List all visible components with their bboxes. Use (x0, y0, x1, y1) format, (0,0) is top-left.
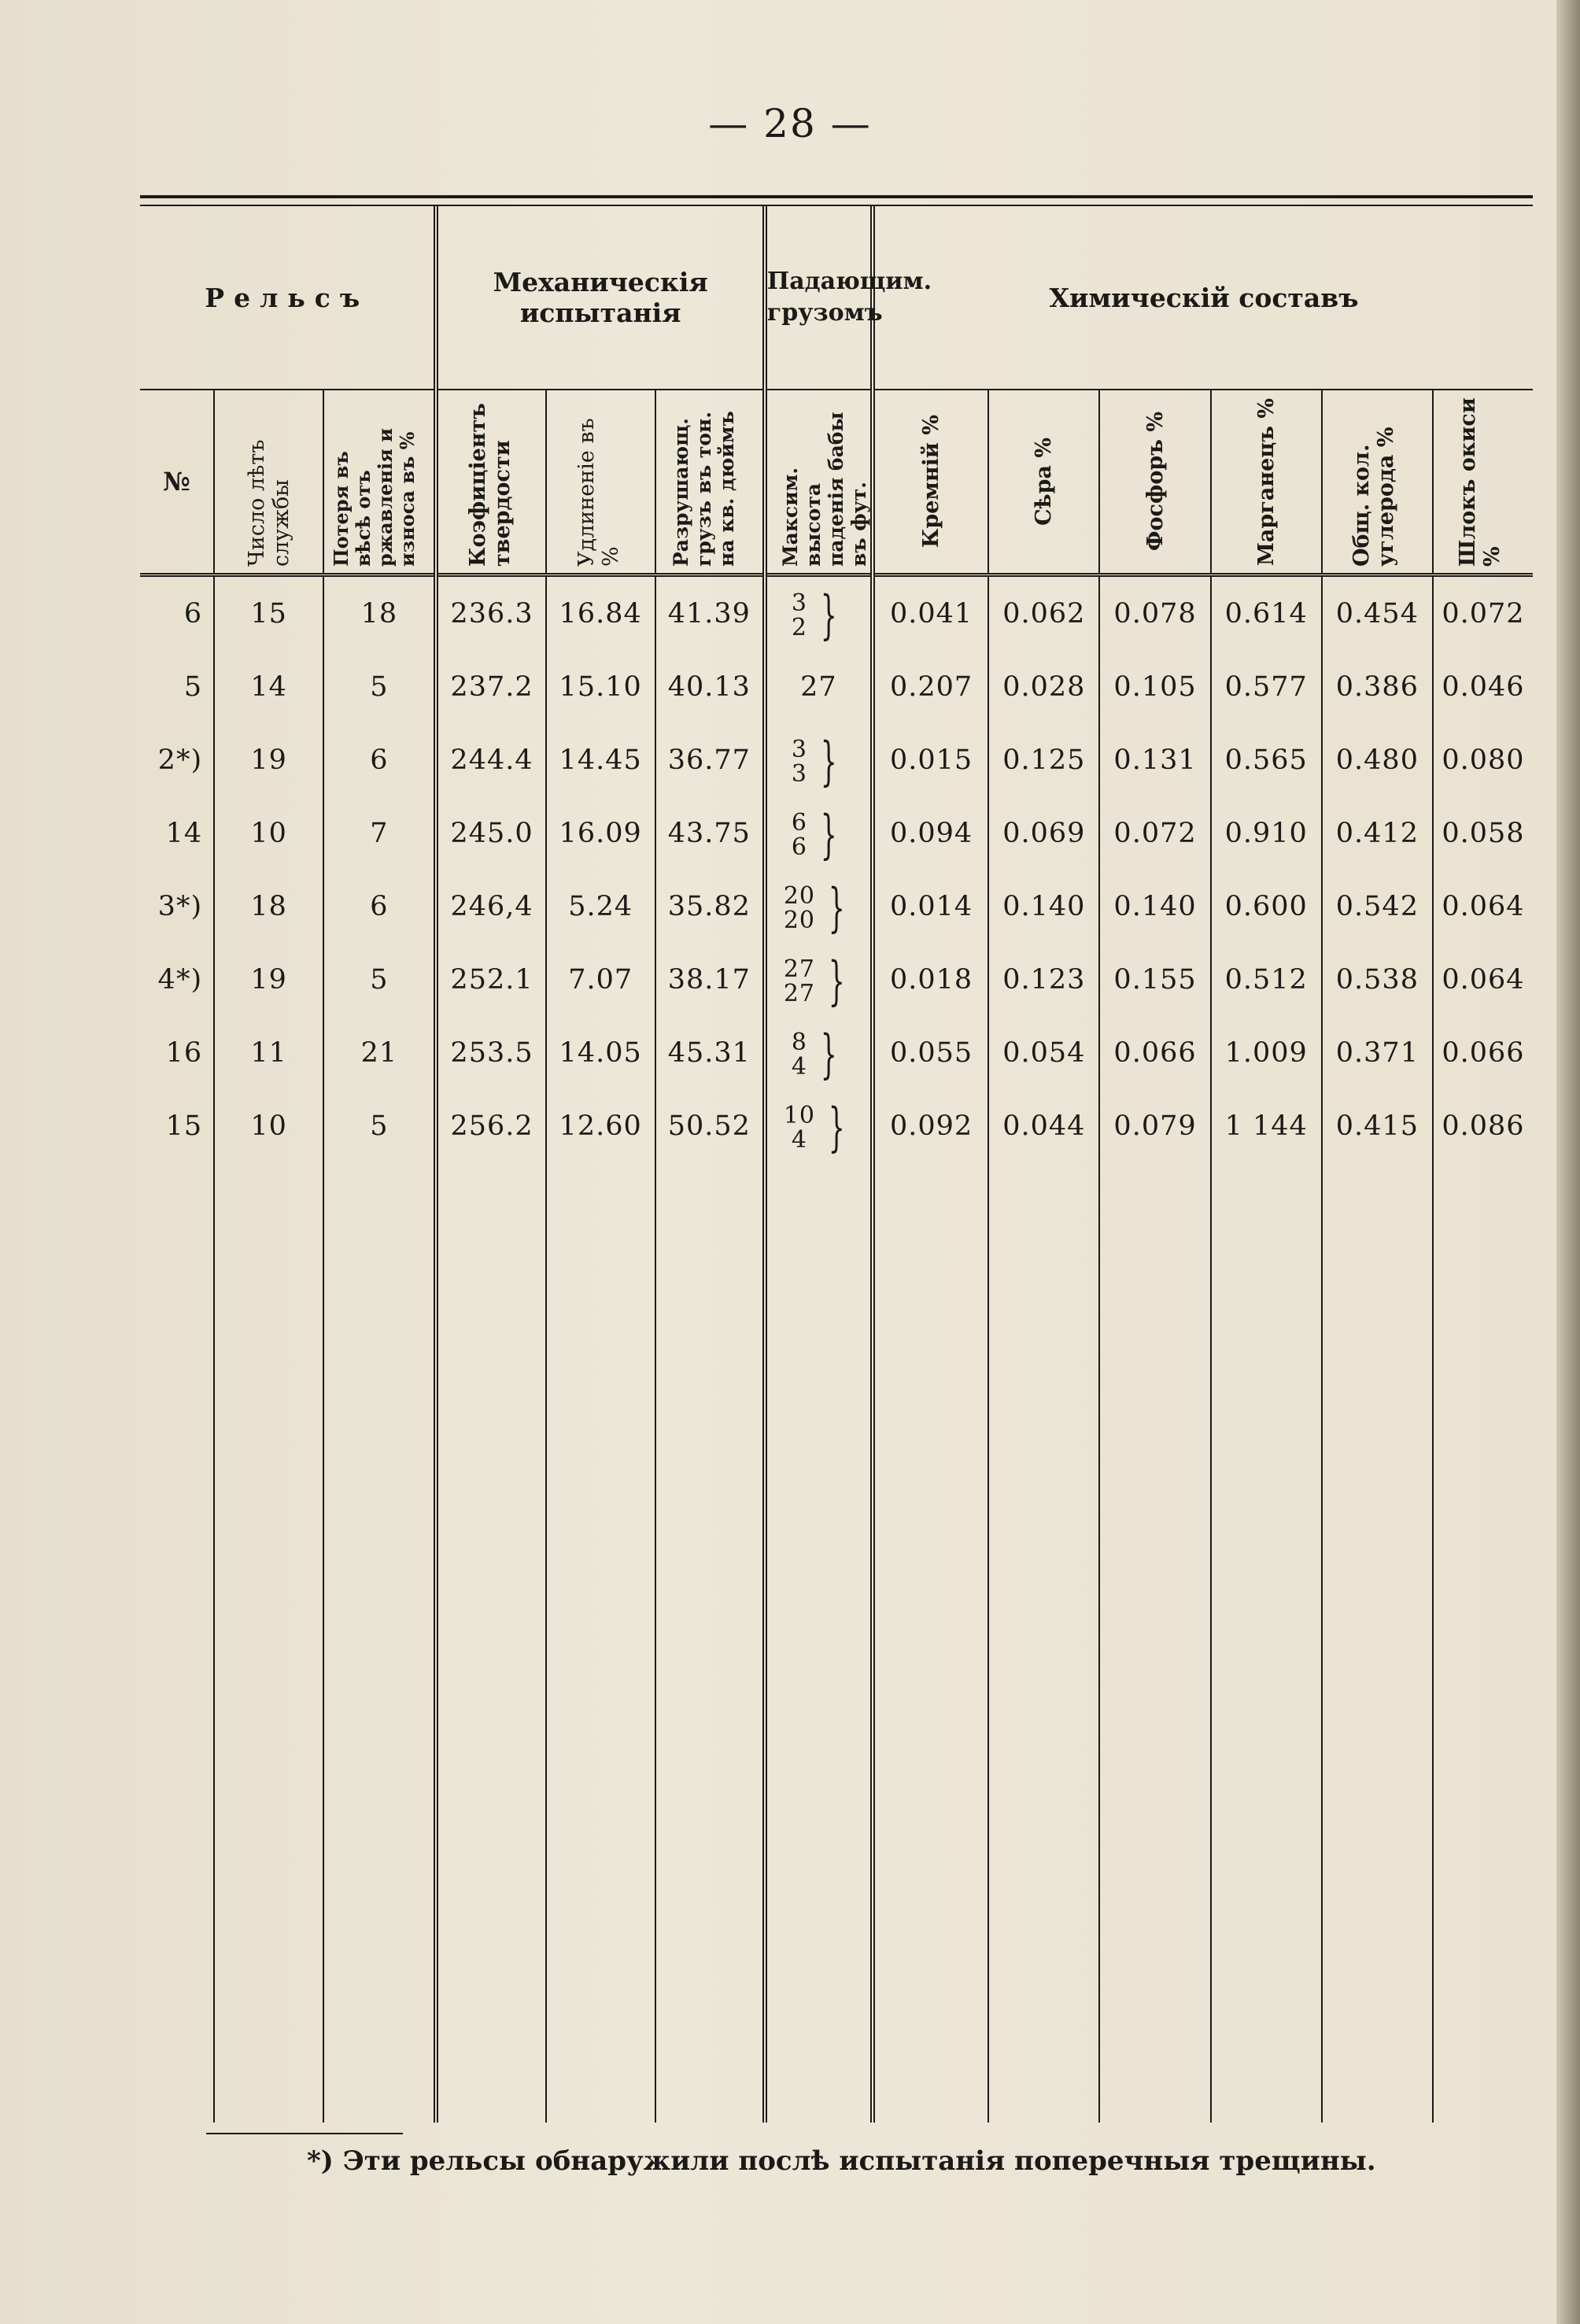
cell-no: 5 (183, 671, 203, 703)
cell-elong: 12.60 (546, 1089, 655, 1162)
cell-years: 19 (214, 723, 323, 796)
cell-drop (765, 943, 873, 1016)
brace-icon: } (820, 1023, 838, 1084)
cell-p: 0.140 (1099, 870, 1210, 943)
cell-slag: 0.058 (1433, 796, 1533, 870)
col-header-sulfur-label: Сѣра % (1032, 438, 1057, 526)
cell-s: 0.125 (988, 723, 1099, 796)
drop-height-values (792, 591, 807, 640)
cell-si: 0.055 (873, 1016, 988, 1089)
cell-slag: 0.064 (1433, 870, 1533, 943)
cell-p: 0.066 (1099, 1016, 1210, 1089)
cell-s: 0.062 (988, 575, 1099, 651)
cell-mn: 0.577 (1211, 650, 1322, 723)
col-header-max-drop (765, 390, 873, 575)
cell-no: 4*) (157, 963, 203, 996)
drop-height-values (791, 808, 807, 861)
table-row (140, 575, 1533, 651)
brace-icon: } (828, 950, 846, 1011)
cell-elong: 16.84 (546, 575, 655, 651)
cell-p: 0.131 (1099, 723, 1210, 796)
cell-loss: 6 (323, 723, 436, 796)
drop-height-top: 20 (783, 881, 815, 910)
cell-slag: 0.064 (1433, 943, 1533, 1016)
col-header-sulfur (988, 390, 1099, 575)
cell-years: 10 (214, 796, 323, 870)
cell-slag: 0.046 (1433, 650, 1533, 723)
cell-no: 15 (165, 1110, 203, 1142)
footnote-text: *) Эти рельсы обнаружили послѣ испытанія поперечныя трещины. (307, 2145, 1376, 2177)
cell-slag: 0.072 (1433, 575, 1533, 651)
cell-elong: 14.45 (546, 723, 655, 796)
cell-load: 38.17 (655, 943, 765, 1016)
cell-c: 0.386 (1322, 650, 1433, 723)
cell-load: 41.39 (655, 575, 765, 651)
cell-load: 35.82 (655, 870, 765, 943)
cell-mn: 0.614 (1211, 575, 1322, 651)
col-header-manganese-label: Марганецъ % (1253, 397, 1279, 566)
cell-hardness: 245.0 (436, 796, 545, 870)
cell-drop (765, 575, 873, 651)
cell-si: 0.092 (873, 1089, 988, 1162)
cell-si: 0.018 (873, 943, 988, 1016)
cell-hardness: 256.2 (436, 1089, 545, 1162)
cell-p: 0.155 (1099, 943, 1210, 1016)
drop-height-values (784, 1103, 815, 1152)
cell-loss: 6 (323, 870, 436, 943)
drop-height-top: 27 (783, 955, 815, 983)
cell-s: 0.044 (988, 1089, 1099, 1162)
drop-height-bottom: 4 (791, 1125, 807, 1154)
cell-hardness: 246,4 (436, 870, 545, 943)
table-row (140, 870, 1533, 943)
footnote-rule (206, 2133, 403, 2134)
col-header-hardness (436, 390, 545, 575)
cell-mn: 0.910 (1211, 796, 1322, 870)
cell-c: 0.371 (1322, 1016, 1433, 1089)
cell-no: 3*) (157, 890, 203, 922)
drop-height-pair (783, 1096, 854, 1158)
drop-height-bottom: 4 (791, 1052, 807, 1081)
cell-si: 0.041 (873, 575, 988, 651)
cell-si: 0.094 (873, 796, 988, 870)
group-header-falling-weight: Падающим. грузомъ (765, 206, 873, 390)
col-header-breaking-load (655, 390, 765, 575)
cell-slag: 0.086 (1433, 1089, 1533, 1162)
col-header-loss (323, 390, 436, 575)
cell-p: 0.078 (1099, 575, 1210, 651)
cell-s: 0.123 (988, 943, 1099, 1016)
col-header-slag (1433, 390, 1533, 575)
cell-load: 36.77 (655, 723, 765, 796)
cell-elong: 16.09 (546, 796, 655, 870)
cell-load: 45.31 (655, 1016, 765, 1089)
cell-loss: 5 (323, 650, 436, 723)
cell-drop (765, 723, 873, 796)
drop-height-bottom: 3 (791, 759, 807, 788)
col-header-phosphorus (1099, 390, 1210, 575)
drop-height-pair (783, 950, 854, 1011)
table-top-rule (140, 195, 1533, 198)
drop-height-top: 6 (791, 808, 807, 837)
cell-hardness: 253.5 (436, 1016, 545, 1089)
cell-c: 0.542 (1322, 870, 1433, 943)
cell-s: 0.054 (988, 1016, 1099, 1089)
cell-hardness: 237.2 (436, 650, 545, 723)
col-header-loss-label: Потеря въ вѣсѣ отъ ржавленія и износа въ % (329, 427, 419, 567)
cell-hardness: 244.4 (436, 723, 545, 796)
cell-no: 2*) (157, 744, 203, 776)
table-row (140, 1016, 1533, 1089)
drop-height-pair (791, 1023, 846, 1084)
cell-loss: 21 (323, 1016, 436, 1089)
col-header-no (140, 390, 214, 575)
cell-years: 11 (214, 1016, 323, 1089)
drop-height-pair (791, 584, 846, 645)
table-row (140, 650, 1533, 723)
drop-height-top: 10 (783, 1101, 815, 1129)
col-header-no-label: № (163, 467, 190, 497)
column-header-row (140, 390, 1533, 575)
cell-no: 16 (165, 1036, 203, 1069)
cell-c: 0.415 (1322, 1089, 1433, 1162)
col-header-carbon-label: Общ. кол. углерода % (1349, 427, 1399, 567)
drop-height-pair (783, 877, 854, 938)
brace-icon: } (820, 804, 838, 865)
cell-years: 14 (214, 650, 323, 723)
cell-loss: 7 (323, 796, 436, 870)
cell-c: 0.412 (1322, 796, 1433, 870)
cell-load: 50.52 (655, 1089, 765, 1162)
group-header-mechanical: Механическія испытанія (436, 206, 764, 390)
cell-drop (765, 796, 873, 870)
cell-elong: 15.10 (546, 650, 655, 723)
cell-drop (765, 1089, 873, 1162)
cell-load: 43.75 (655, 796, 765, 870)
brace-icon: } (820, 730, 838, 792)
col-header-breaking-load-label: Разрушающ. грузъ въ тон. на кв. дюймъ (670, 410, 739, 567)
col-header-hardness-label: Коэфиціентъ твердости (466, 402, 515, 567)
cell-years: 10 (214, 1089, 323, 1162)
drop-height-pair (791, 730, 846, 792)
brace-icon: } (820, 584, 838, 645)
cell-hardness: 252.1 (436, 943, 545, 1016)
cell-s: 0.140 (988, 870, 1099, 943)
drop-height-bottom: 27 (783, 979, 815, 1007)
table-row (140, 723, 1533, 796)
cell-slag: 0.066 (1433, 1016, 1533, 1089)
drop-height-bottom: 20 (783, 906, 815, 934)
cell-no: 6 (183, 597, 203, 630)
cell-years: 19 (214, 943, 323, 1016)
cell-s: 0.028 (988, 650, 1099, 723)
col-header-phosphorus-label: Фосфоръ % (1143, 412, 1168, 552)
cell-mn: 1 144 (1211, 1089, 1322, 1162)
cell-loss: 18 (323, 575, 436, 651)
rails-test-table (140, 206, 1533, 2123)
drop-height-top: 8 (791, 1028, 807, 1056)
cell-mn: 0.512 (1211, 943, 1322, 1016)
col-header-years-label: Число лѣтъ службы (244, 438, 293, 567)
page-edge (1556, 0, 1580, 2324)
cell-si: 0.015 (873, 723, 988, 796)
cell-elong: 14.05 (546, 1016, 655, 1089)
brace-icon: } (828, 877, 846, 938)
cell-no: 14 (165, 817, 203, 849)
col-header-slag-label: Шлокъ окиси % (1455, 397, 1504, 567)
cell-drop (765, 1016, 873, 1089)
drop-height-bottom: 6 (791, 833, 807, 861)
group-header-row (140, 206, 1533, 390)
cell-si: 0.207 (873, 650, 988, 723)
col-header-silicon (873, 390, 988, 575)
table-row (140, 796, 1533, 870)
data-table-wrapper (140, 195, 1533, 2123)
table-row (140, 943, 1533, 1016)
cell-loss: 5 (323, 943, 436, 1016)
drop-height-values (783, 881, 815, 934)
col-header-carbon (1322, 390, 1433, 575)
cell-mn: 0.600 (1211, 870, 1322, 943)
table-body (140, 575, 1533, 2123)
cell-years: 18 (214, 870, 323, 943)
table-filler-row (140, 1162, 1533, 2123)
cell-load: 40.13 (655, 650, 765, 723)
page-number: — 28 — (708, 101, 872, 146)
cell-mn: 0.565 (1211, 723, 1322, 796)
cell-elong: 5.24 (546, 870, 655, 943)
cell-elong: 7.07 (546, 943, 655, 1016)
cell-years: 15 (214, 575, 323, 651)
cell-p: 0.079 (1099, 1089, 1210, 1162)
cell-drop (765, 870, 873, 943)
group-header-chemical: Химическій составъ (873, 206, 1533, 390)
group-header-rail: Рельсъ (140, 206, 436, 390)
cell-p: 0.105 (1099, 650, 1210, 723)
col-header-years (214, 390, 323, 575)
col-header-elongation-label: Удлиненіе въ % (574, 417, 624, 567)
col-header-manganese (1211, 390, 1322, 575)
table-row (140, 1089, 1533, 1162)
cell-drop: 27 (765, 650, 873, 723)
drop-height-top: 3 (791, 589, 807, 617)
cell-mn: 1.009 (1211, 1016, 1322, 1089)
cell-si: 0.014 (873, 870, 988, 943)
col-header-elongation (546, 390, 655, 575)
col-header-silicon-label: Кремній % (919, 415, 944, 549)
cell-p: 0.072 (1099, 796, 1210, 870)
cell-c: 0.538 (1322, 943, 1433, 1016)
drop-height-top: 3 (791, 735, 807, 763)
cell-hardness: 236.3 (436, 575, 545, 651)
drop-height-bottom: 2 (791, 613, 807, 641)
drop-height-pair (791, 804, 846, 865)
drop-height-values (792, 737, 807, 786)
cell-loss: 5 (323, 1089, 436, 1162)
cell-c: 0.480 (1322, 723, 1433, 796)
drop-height-values (792, 1030, 807, 1079)
footnote (206, 2133, 1386, 2177)
cell-slag: 0.080 (1433, 723, 1533, 796)
cell-s: 0.069 (988, 796, 1099, 870)
cell-c: 0.454 (1322, 575, 1433, 651)
col-header-max-drop-label: Максим. высота паденія бабы въ фут. (779, 411, 871, 567)
drop-height-values (784, 957, 815, 1006)
brace-icon: } (828, 1096, 846, 1158)
